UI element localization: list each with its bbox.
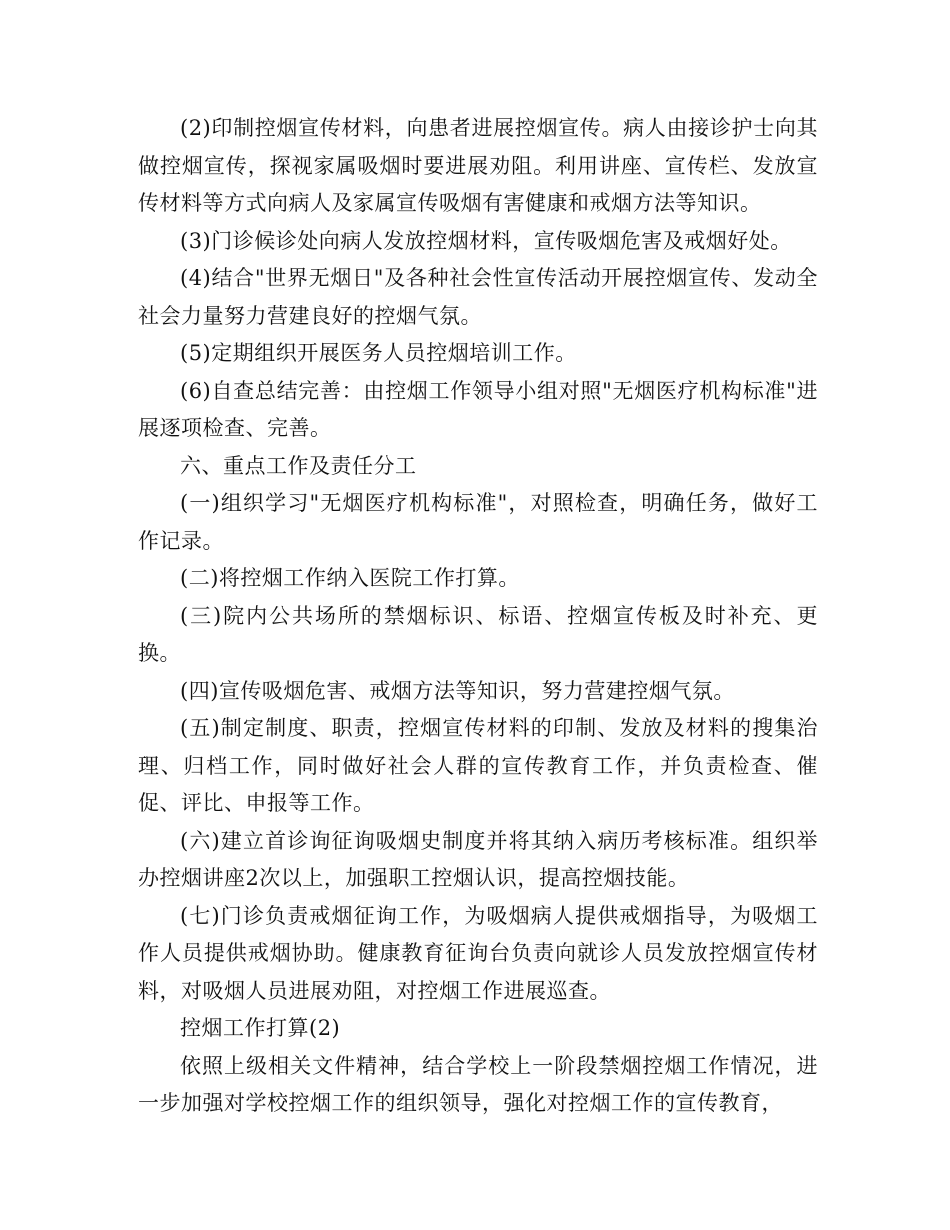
duty-item-1: (一)组织学习"无烟医疗机构标准"，对照检查，明确任务，做好工作记录。 [138, 491, 818, 553]
document-body [138, 110, 818, 1123]
section-heading-six: 六、重点工作及责任分工 [180, 453, 417, 478]
paragraph-item-6: (6)自查总结完善：由控烟工作领导小组对照"无烟医疗机构标准"进展逐项检查、完善。 [138, 378, 818, 440]
section-title-plan-2: 控烟工作打算(2) [180, 1016, 341, 1040]
intro-paragraph: 依照上级相关文件精神，结合学校上一阶段禁烟控烟工作情况，进一步加强对学校控烟工作的组织领导，强化对控烟工作的宣传教育， [138, 1053, 818, 1115]
paragraph-item-2: (2)印制控烟宣传材料，向患者进展控烟宣传。病人由接诊护士向其做控烟宣传，探视家属吸烟时要进展劝阻。利用讲座、宣传栏、发放宣传材料等方式向病人及家属宣传吸烟有害健康和戒烟方法等知识。 [138, 116, 818, 215]
duty-item-2: (二)将控烟工作纳入医院工作打算。 [180, 566, 520, 590]
paragraph-item-3: (3)门诊候诊处向病人发放控烟材料，宣传吸烟危害及戒烟好处。 [180, 228, 792, 253]
paragraph-item-4: (4)结合"世界无烟日"及各种社会性宣传活动开展控烟宣传、发动全社会力量努力营建良好的控烟气氛。 [138, 266, 818, 328]
duty-item-3: (三)院内公共场所的禁烟标识、标语、控烟宣传板及时补充、更换。 [138, 603, 818, 665]
duty-item-5: (五)制定制度、职责，控烟宣传材料的印制、发放及材料的搜集治理、归档工作，同时做好社会人群的宣传教育工作，并负责检查、催促、评比、申报等工作。 [138, 716, 818, 815]
duty-item-4: (四)宣传吸烟危害、戒烟方法等知识，努力营建控烟气氛。 [180, 678, 735, 703]
duty-item-7: (七)门诊负责戒烟征询工作，为吸烟病人提供戒烟指导，为吸烟工作人员提供戒烟协助。健康教育征询台负责向就诊人员发放控烟宣传材料，对吸烟人员进展劝阻，对控烟工作进展巡查。 [138, 903, 818, 1003]
duty-item-6: (六)建立首诊询征询吸烟史制度并将其纳入病历考核标准。组织举办控烟讲座2次以上，加强职工控烟认识，提高控烟技能。 [138, 828, 818, 890]
paragraph-item-5: (5)定期组织开展医务人员控烟培训工作。 [180, 341, 577, 365]
